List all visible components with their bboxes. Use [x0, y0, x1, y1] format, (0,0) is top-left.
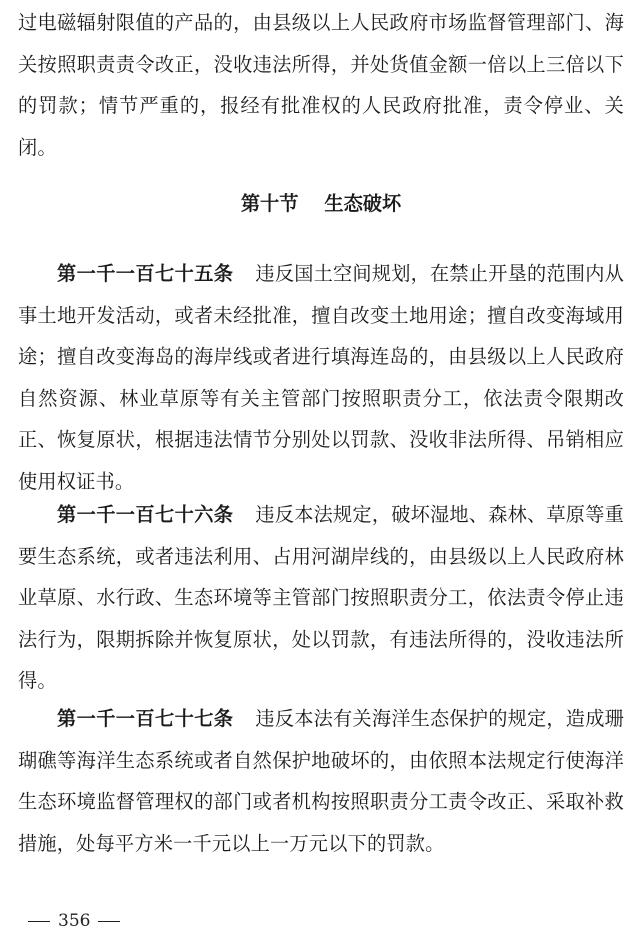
article-text: 违反本法有关海洋生态保护的规定，造成珊瑚礁等海洋生态系统或者自然保护地破坏的，由依照本法规定行使海洋生态环境监督管理权的部门或者机构按照职责分工责令改正、采取补救措施，处每平方米一千元以上一万元以下的罚款。	[18, 707, 624, 855]
page-number-dash-right	[98, 921, 120, 922]
article-text: 违反国土空间规划，在禁止开垦的范围内从事土地开发活动，或者未经批准，擅自改变土地用途；擅自改变海域用途；擅自改变海岛的海岸线或者进行填海连岛的，由县级以上人民政府自然资源、林业草原等有关主管部门按照职责分工，依法责令限期改正、恢复原状，根据违法情节分别处以罚款、没收非法所得、吊销相应使用权证书。	[18, 262, 624, 493]
article-text: 违反本法规定，破坏湿地、森林、草原等重要生态系统，或者违法利用、占用河湖岸线的，由县级以上人民政府林业草原、水行政、生态环境等主管部门按照职责分工，依法责令停止违法行为，限期拆除并恢复原状，处以罚款，有违法所得的，没收违法所得。	[18, 503, 624, 693]
article-number: 第一千一百七十六条	[57, 503, 234, 526]
article-1175	[18, 253, 624, 503]
article-number: 第一千一百七十五条	[57, 262, 234, 285]
section-title: 生态破坏	[324, 192, 402, 215]
section-number: 第十节	[240, 192, 299, 215]
section-heading	[18, 191, 624, 217]
page-number	[20, 909, 128, 933]
page-number-value: 356	[58, 911, 91, 931]
article-1176	[18, 494, 624, 702]
page-number-dash-left	[28, 921, 50, 922]
intro-paragraph: 过电磁辐射限值的产品的，由县级以上人民政府市场监督管理部门、海关按照职责责令改正，没收违法所得，并处货值金额一倍以上三倍以下的罚款；情节严重的，报经有批准权的人民政府批准，责令停业、关闭。	[18, 11, 624, 159]
article-1177	[18, 698, 624, 864]
article-number: 第一千一百七十七条	[57, 707, 234, 730]
